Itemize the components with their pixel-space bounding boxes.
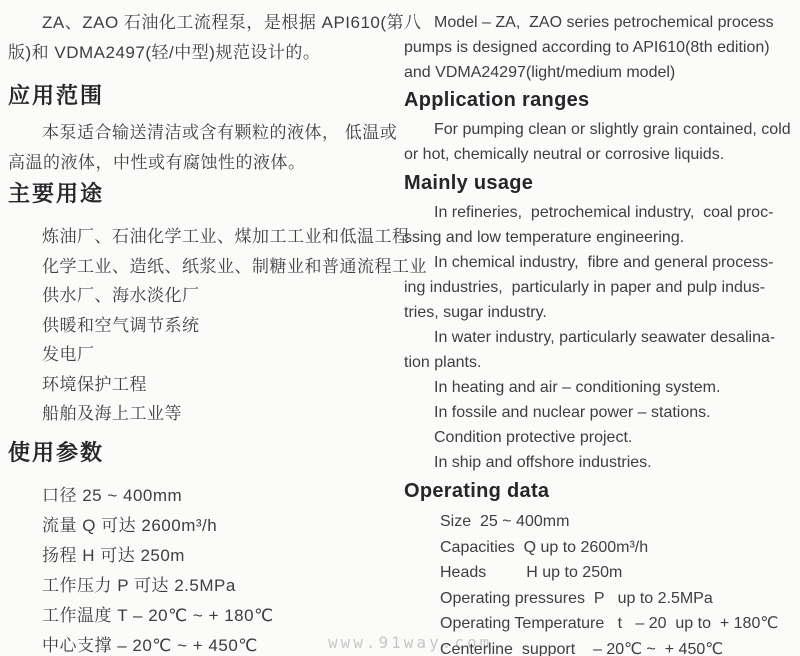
en-usage-line: ssing and low temperature engineering. — [404, 229, 685, 246]
en-usage-line: In chemical industry, fibre and general process- — [434, 254, 774, 271]
cn-usage-item: 环境保护工程 — [42, 374, 147, 394]
en-operating-capacities: Capacities Q up to 2600m³/h — [440, 538, 649, 556]
en-usage-line: Condition protective project. — [434, 429, 633, 446]
cn-application-line: 高温的液体，中性或有腐蚀性的液体。 — [8, 153, 306, 172]
en-usage-line: tion plants. — [404, 354, 482, 371]
en-operating-temperature: Operating Temperature t – 20 up to + 180℃ — [440, 615, 779, 632]
cn-usage-item: 炼油厂、石油化学工业、煤加工工业和低温工程 — [42, 227, 410, 246]
en-heading-application-ranges: Application ranges — [404, 89, 590, 111]
en-usage-line: In heating and air – conditioning system. — [434, 379, 721, 396]
en-operating-heads: Heads H up to 250m — [440, 564, 623, 581]
en-operating-centerline-support: Centerline support – 20℃ ~ + 450℃ — [440, 640, 724, 656]
cn-parameter-size: 口径 25 ~ 400mm — [42, 485, 183, 505]
en-operating-size: Size 25 ~ 400mm — [440, 513, 570, 530]
en-intro-line: pumps is designed according to API610(8th edition) — [404, 39, 770, 56]
en-usage-line: In ship and offshore industries. — [434, 454, 652, 471]
cn-heading-operating-parameters: 使用参数 — [8, 439, 105, 465]
cn-parameter-head: 扬程 H 可达 250m — [42, 545, 185, 565]
cn-intro-line: ZA、ZAO 石油化工流程泵，是根据 API610(第八 — [42, 13, 422, 32]
english-column — [404, 0, 796, 656]
en-usage-line: tries, sugar industry. — [404, 304, 547, 321]
cn-usage-item: 供水厂、海水淡化厂 — [42, 286, 200, 305]
en-usage-line: In refineries, petrochemical industry, coal proc- — [434, 204, 774, 221]
en-usage-line: In water industry, particularly seawater desalina- — [434, 329, 776, 346]
cn-usage-item: 船舶及海上工业等 — [42, 404, 182, 423]
site-watermark: www.91way.com — [328, 633, 493, 652]
cn-parameter-pressure: 工作压力 P 可达 2.5MPa — [42, 575, 236, 595]
en-application-line: or hot, chemically neutral or corrosive liquids. — [404, 146, 725, 163]
cn-parameter-centerline-support: 中心支撑 – 20℃ ~ + 450℃ — [42, 635, 258, 655]
en-heading-mainly-usage: Mainly usage — [404, 172, 534, 194]
cn-usage-item: 供暖和空气调节系统 — [42, 315, 200, 335]
en-application-line: For pumping clean or slightly grain contained, cold — [434, 121, 791, 138]
cn-heading-main-usage: 主要用途 — [8, 181, 105, 206]
cn-usage-item: 发电厂 — [42, 345, 95, 364]
en-intro-line: Model – ZA, ZAO series petrochemical process — [434, 14, 774, 31]
en-usage-line: ing industries, particularly in paper and pulp indus- — [404, 279, 766, 296]
en-operating-pressures: Operating pressures P up to 2.5MPa — [440, 589, 713, 607]
cn-usage-item: 化学工业、造纸、纸浆业、制糖业和普通流程工业 — [42, 256, 427, 276]
cn-parameter-temperature: 工作温度 T – 20℃ ~ + 180℃ — [42, 605, 274, 625]
en-intro-line: and VDMA24297(light/medium model) — [404, 64, 676, 81]
cn-heading-application-range: 应用范围 — [8, 83, 105, 108]
en-heading-operating-data: Operating data — [404, 480, 550, 502]
cn-intro-line: 版)和 VDMA2497(轻/中型)规范设计的。 — [8, 43, 321, 62]
en-usage-line: In fossile and nuclear power – stations. — [434, 404, 711, 421]
cn-parameter-capacity: 流量 Q 可达 2600m³/h — [42, 515, 218, 535]
cn-application-line: 本泵适合输送清洁或含有颗粒的液体， 低温或 — [42, 123, 398, 142]
